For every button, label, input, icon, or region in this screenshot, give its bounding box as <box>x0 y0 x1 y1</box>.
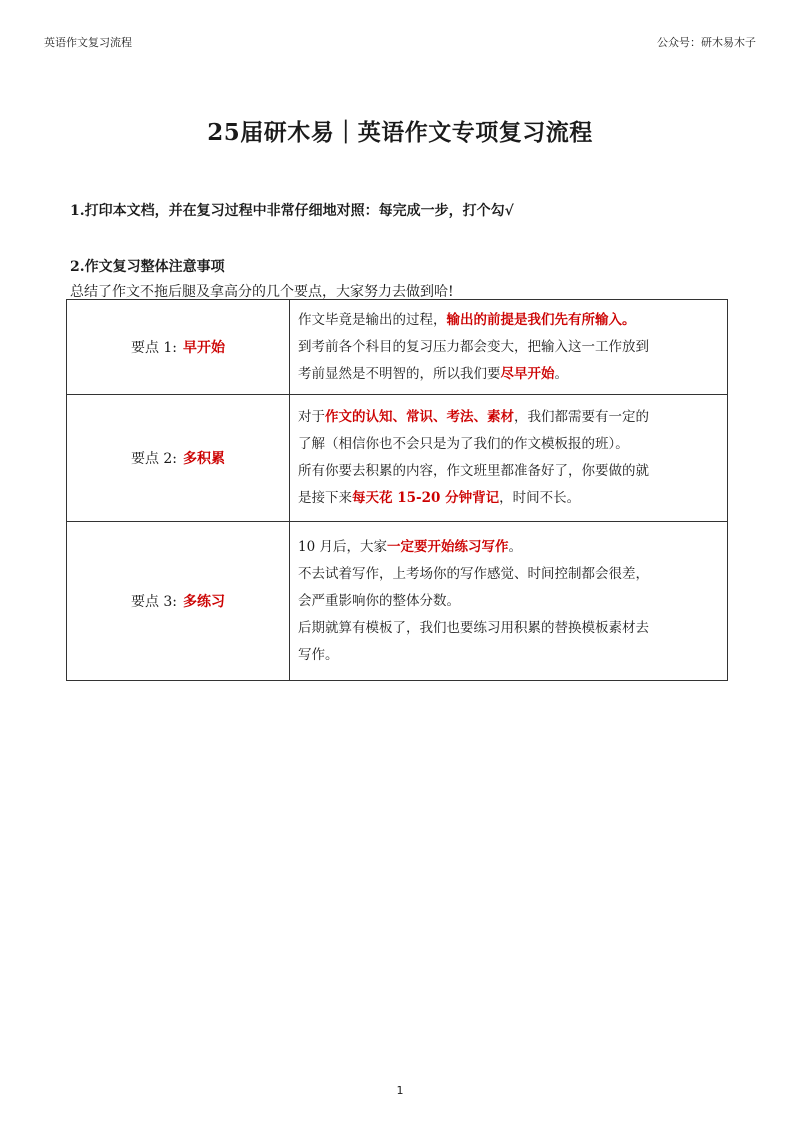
step-2-heading: 2.作文复习整体注意事项 <box>70 259 225 275</box>
detail-line: 了解（相信你也不会只是为了我们的作文模板报的班）。 <box>298 436 629 452</box>
step-2-intro: 总结了作文不拖后腿及拿高分的几个要点，大家努力去做到哈! <box>70 284 454 300</box>
detail-line: 10 月后，大家一定要开始练习写作。 <box>298 538 522 555</box>
detail-line: 作文毕竟是输出的过程，输出的前提是我们先有所输入。 <box>298 311 636 328</box>
header-left: 英语作文复习流程 <box>44 36 132 49</box>
point-label-cell <box>67 522 290 681</box>
page-title: 25届研木易｜英语作文专项复习流程 <box>207 119 593 146</box>
point-label: 要点 3: <box>130 594 178 610</box>
key-points-table <box>66 299 728 681</box>
point-detail-cell <box>290 522 728 681</box>
point-detail-cell <box>290 395 728 522</box>
point-label-cell <box>67 300 290 395</box>
point-label-cell <box>67 395 290 522</box>
detail-line: 考前显然是不明智的，所以我们要尽早开始。 <box>298 365 568 382</box>
point-keyword: 多练习 <box>183 594 226 610</box>
point-keyword: 早开始 <box>183 340 226 356</box>
detail-line: 所有你要去积累的内容，作文班里都准备好了，你要做的就 <box>298 463 649 479</box>
page-number: 1 <box>396 1084 404 1097</box>
detail-line: 会严重影响你的整体分数。 <box>298 592 460 609</box>
detail-line: 对于作文的认知、常识、考法、素材，我们都需要有一定的 <box>298 409 649 425</box>
detail-line: 是接下来每天花 15-20 分钟背记，时间不长。 <box>298 490 581 506</box>
point-label: 要点 1: <box>130 340 178 356</box>
detail-line: 到考前各个科目的复习压力都会变大，把输入这一工作放到 <box>298 338 649 355</box>
point-keyword: 多积累 <box>183 451 226 467</box>
point-detail-cell <box>290 300 728 395</box>
header-right: 公众号：研木易木子 <box>657 36 756 49</box>
table-row <box>67 395 728 522</box>
point-label: 要点 2: <box>130 451 178 467</box>
detail-line: 写作。 <box>298 646 339 663</box>
detail-line: 不去试着写作，上考场你的写作感觉、时间控制都会很差， <box>298 565 649 582</box>
detail-line: 后期就算有模板了，我们也要练习用积累的替换模板素材去 <box>298 619 649 636</box>
step-1-text: 1.打印本文档，并在复习过程中非常仔细地对照：每完成一步，打个勾√ <box>70 203 514 219</box>
table-row <box>67 522 728 681</box>
table-row <box>67 300 728 395</box>
